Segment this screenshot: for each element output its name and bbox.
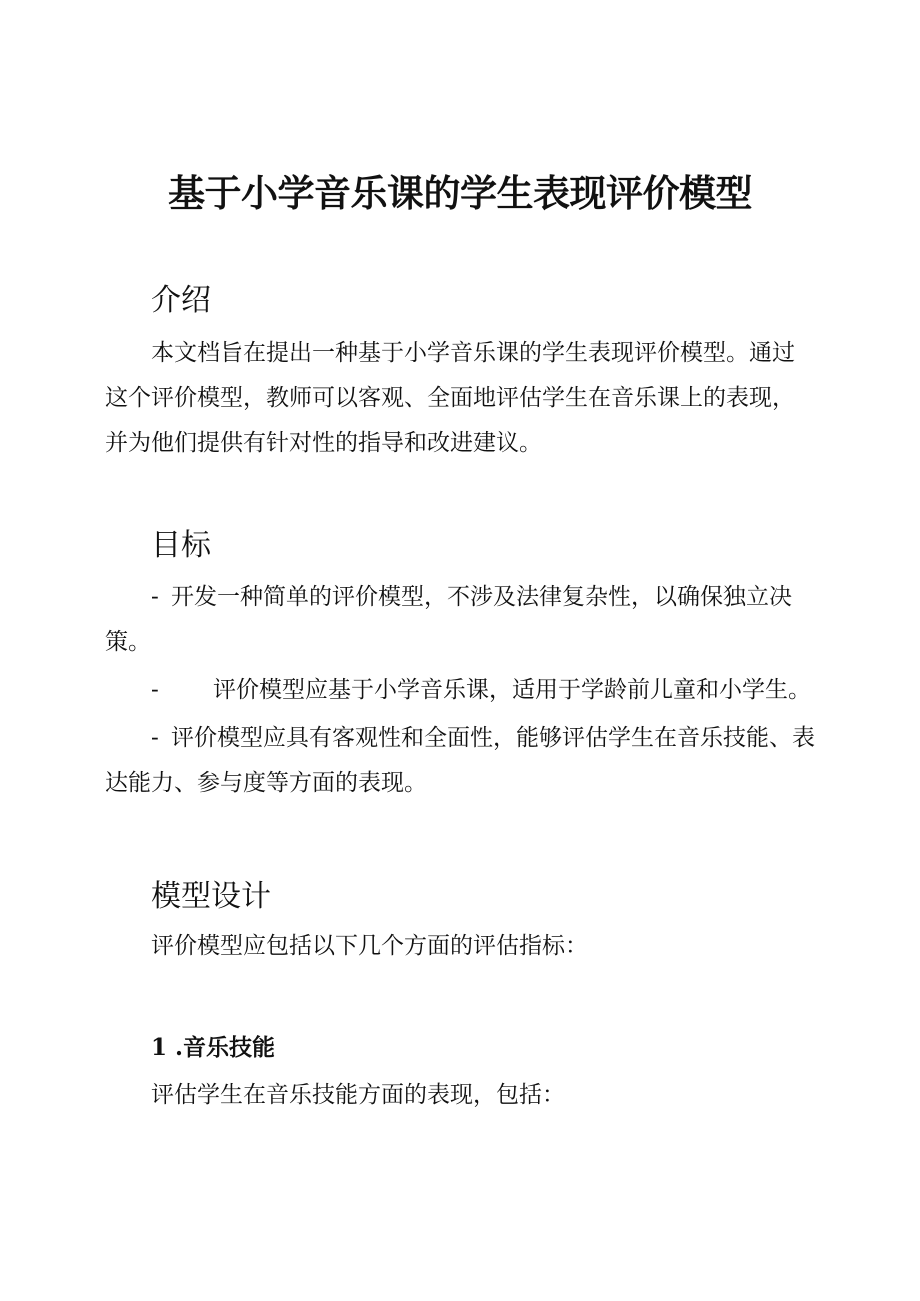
bullet-dash: -	[151, 677, 159, 703]
document-title: 基于小学音乐课的学生表现评价模型	[168, 172, 752, 215]
goal-bullet-2	[105, 668, 817, 713]
section-heading-goals: 目标	[151, 528, 211, 563]
goal-bullet-3	[105, 716, 817, 806]
design-intro-paragraph: 评价模型应包括以下几个方面的评估指标：	[151, 933, 588, 959]
goal-bullet-1	[105, 575, 817, 665]
subsection-heading-music-skills: 1 .音乐技能	[151, 1034, 276, 1061]
section-heading-design: 模型设计	[151, 879, 271, 914]
bullet-dash: -	[151, 725, 159, 751]
intro-paragraph: 本文档旨在提出一种基于小学音乐课的学生表现评价模型。通过这个评价模型，教师可以客观、全面地评估学生在音乐课上的表现，并为他们提供有针对性的指导和改进建议。	[105, 340, 795, 456]
goal-bullet-text: 开发一种简单的评价模型，不涉及法律复杂性，以确保独立决策。	[105, 584, 792, 655]
goal-bullet-text: 评价模型应基于小学音乐课，适用于学龄前儿童和小学生。	[213, 677, 811, 703]
section-heading-intro: 介绍	[151, 283, 211, 318]
music-skills-paragraph: 评估学生在音乐技能方面的表现，包括：	[151, 1082, 565, 1108]
goal-bullet-text: 评价模型应具有客观性和全面性，能够评估学生在音乐技能、表达能力、参与度等方面的表现。	[105, 725, 815, 796]
bullet-dash: -	[151, 584, 159, 610]
